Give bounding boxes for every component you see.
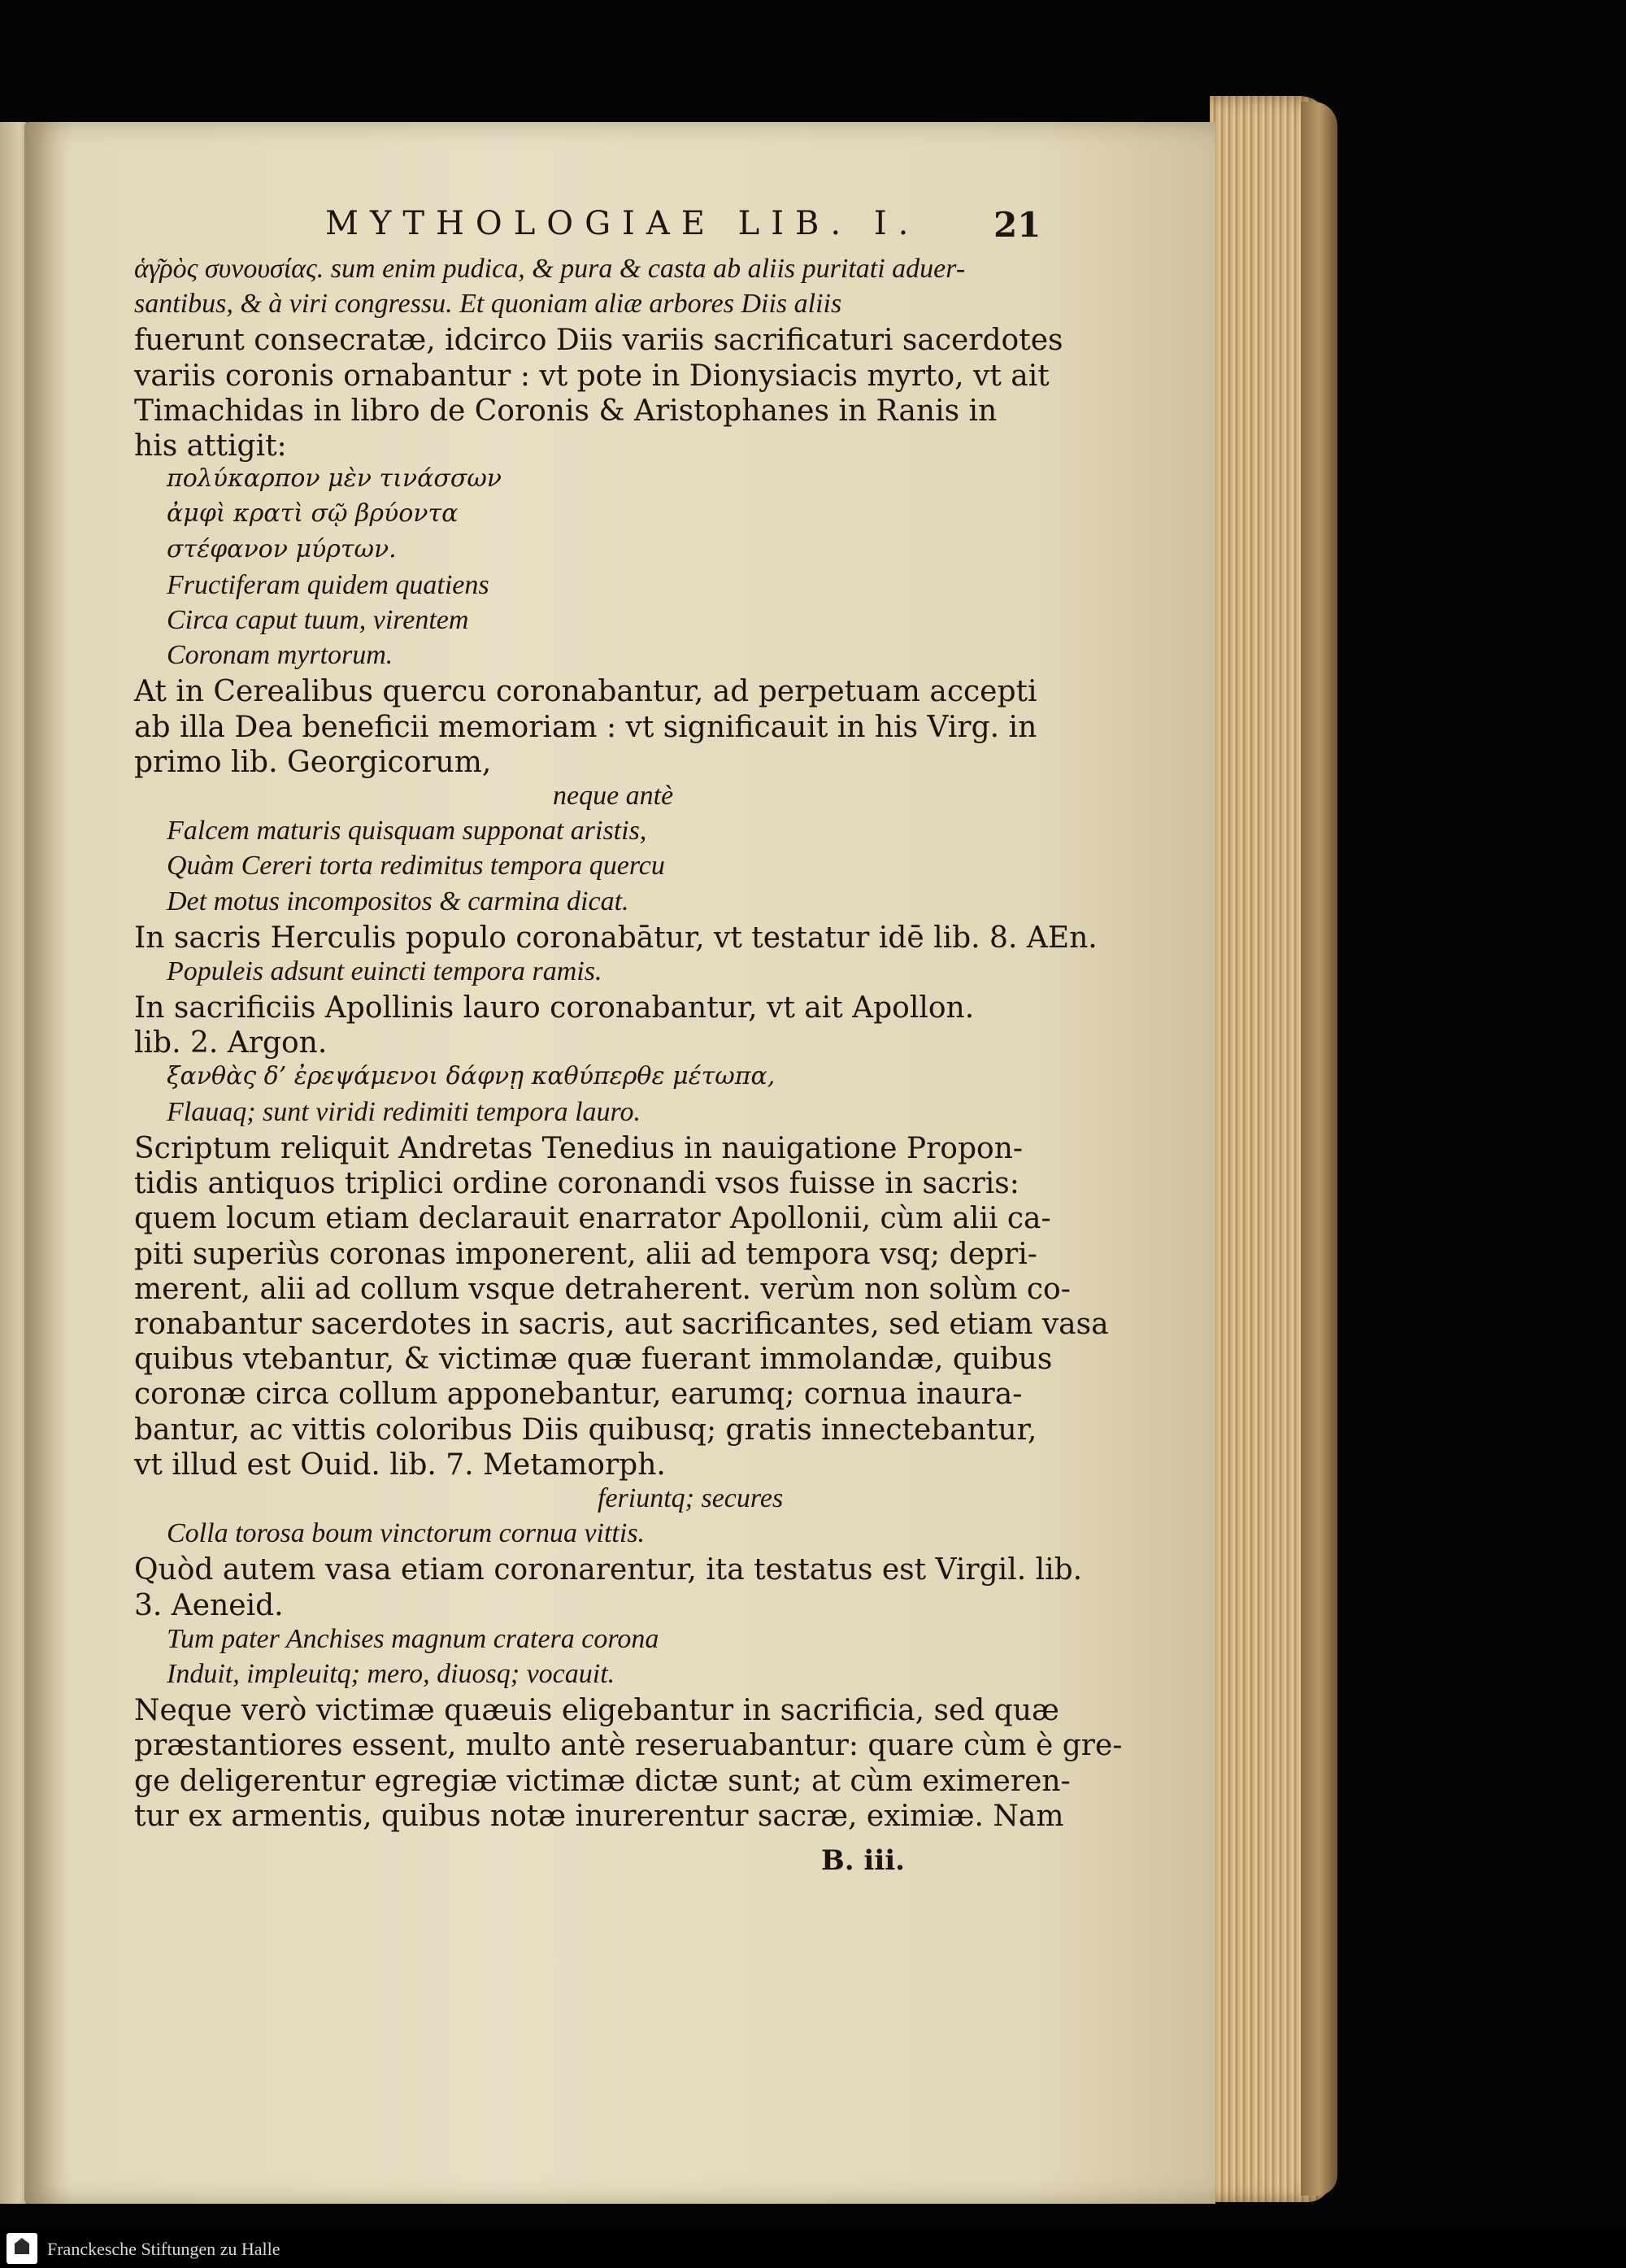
institution-logo-icon (7, 2233, 37, 2264)
text-line: ἀμφὶ κρατὶ σῷ βρύοντα (167, 499, 459, 529)
text-line: Coronam myrtorum. (167, 640, 393, 671)
text-line: ab illa Dea beneficii memoriam : vt significauit in his Virg. in (134, 710, 1037, 744)
text-line: santibus, & à viri congressu. Et quoniam aliæ arbores Diis aliis (134, 289, 842, 320)
text-line: piti superiùs coronas imponerent, alii ad tempora vsq; depri- (134, 1237, 1037, 1271)
text-line: Circa caput tuum, virentem (167, 605, 469, 635)
text-line: Falcem maturis quisquam supponat aristis, (167, 816, 647, 847)
text-line: Timachidas in libro de Coronis & Aristophanes in Ranis in (134, 394, 998, 428)
text-line: Det motus incompositos & carmina dicat. (167, 886, 629, 916)
text-line: In sacrificiis Apollinis lauro coronabantur, vt ait Apollon. (134, 991, 975, 1025)
text-line: Fructiferam quidem quatiens (167, 569, 489, 600)
text-line: ge deligerentur egregiæ victimæ dictæ sunt; at cùm eximeren- (134, 1764, 1071, 1798)
page-number: 21 (993, 205, 1041, 245)
text-line: lib. 2. Argon. (134, 1026, 328, 1060)
text-line: variis coronis ornabantur : vt pote in Dionysiacis myrto, vt ait (134, 359, 1050, 393)
text-line: ἁγ͂ρὸς συνουσίας. sum enim pudica, & pura & casta ab aliis puritati aduer- (134, 254, 966, 284)
text-line: Quàm Cereri torta redimitus tempora quercu (167, 851, 665, 882)
text-line: præstantiores essent, multo antè reseruabantur: quare cùm è gre- (134, 1729, 1123, 1763)
text-line: ronabantur sacerdotes in sacris, aut sacrificantes, sed etiam vasa (134, 1308, 1109, 1341)
text-line: merent, alii ad collum vsque detraherent. verùm non solùm co- (134, 1272, 1071, 1306)
text-line: tidis antiquos triplici ordine coronandi vsos fuisse in sacris: (134, 1167, 1020, 1201)
text-line: fuerunt consecratæ, idcirco Diis variis sacrificaturi sacerdotes (134, 324, 1063, 358)
text-line: vt illud est Ouid. lib. 7. Metamorph. (134, 1447, 666, 1482)
text-line: At in Cerealibus quercu coronabantur, ad perpetuam accepti (134, 675, 1037, 709)
text-line: tur ex armentis, quibus notæ inurerentur sacræ, eximiæ. Nam (134, 1799, 1064, 1833)
footer-institution: Franckesche Stiftungen zu Halle (47, 2239, 280, 2259)
text-line: bantur, ac vittis coloribus Diis quibusq; gratis innectebantur, (134, 1413, 1037, 1447)
text-line: Scriptum reliquit Andretas Tenedius in nauigatione Propon- (134, 1132, 1024, 1165)
text-line: neque antè (553, 781, 674, 811)
text-line: 3. Aeneid. (134, 1588, 284, 1622)
text-line: feriuntq; secures (598, 1483, 784, 1513)
text-line: Induit, impleuitq; mero, diuosq; vocauit. (167, 1659, 615, 1689)
text-line: Tum pater Anchises magnum cratera corona (167, 1623, 659, 1654)
text-line: his attigit: (134, 429, 287, 463)
text-line: coronæ circa collum apponebantur, earumq; cornua inaura- (134, 1378, 1023, 1412)
text-line: πολύκαρπον μὲν τινάσσων (167, 464, 502, 494)
text-line: quem locum etiam declarauit enarrator Apollonii, cùm alii ca- (134, 1202, 1051, 1236)
text-line: Neque verò victimæ quæuis eligebantur in sacrificia, sed quæ (134, 1694, 1059, 1728)
signature-mark: B. iii. (821, 1844, 905, 1877)
text-line: In sacris Herculis populo coronabātur, vt testatur idē lib. 8. AEn. (134, 921, 1098, 955)
text-line: Colla torosa boum vinctorum cornua vittis. (167, 1518, 646, 1549)
text-line: Quòd autem vasa etiam coronarentur, ita testatus est Virgil. lib. (134, 1553, 1083, 1587)
text-line: ξανθὰς δ’ ἐρεψάμενοι δάφνῃ καθύπερθε μέτωπα, (167, 1061, 776, 1090)
text-line: quibus vtebantur, & victimæ quæ fuerant immolandæ, quibus (134, 1343, 1053, 1377)
footer-bar (0, 2229, 1626, 2268)
text-line: primo lib. Georgicorum, (134, 745, 492, 779)
text-line: Populeis adsunt euincti tempora ramis. (167, 956, 602, 986)
book-cover-edge (1301, 102, 1337, 2196)
text-line: Flauaq; sunt viridi redimiti tempora lauro. (167, 1096, 641, 1127)
running-header: MYTHOLOGIAE LIB. I. (325, 205, 920, 242)
text-line: στέφανον μύρτων. (167, 534, 397, 564)
